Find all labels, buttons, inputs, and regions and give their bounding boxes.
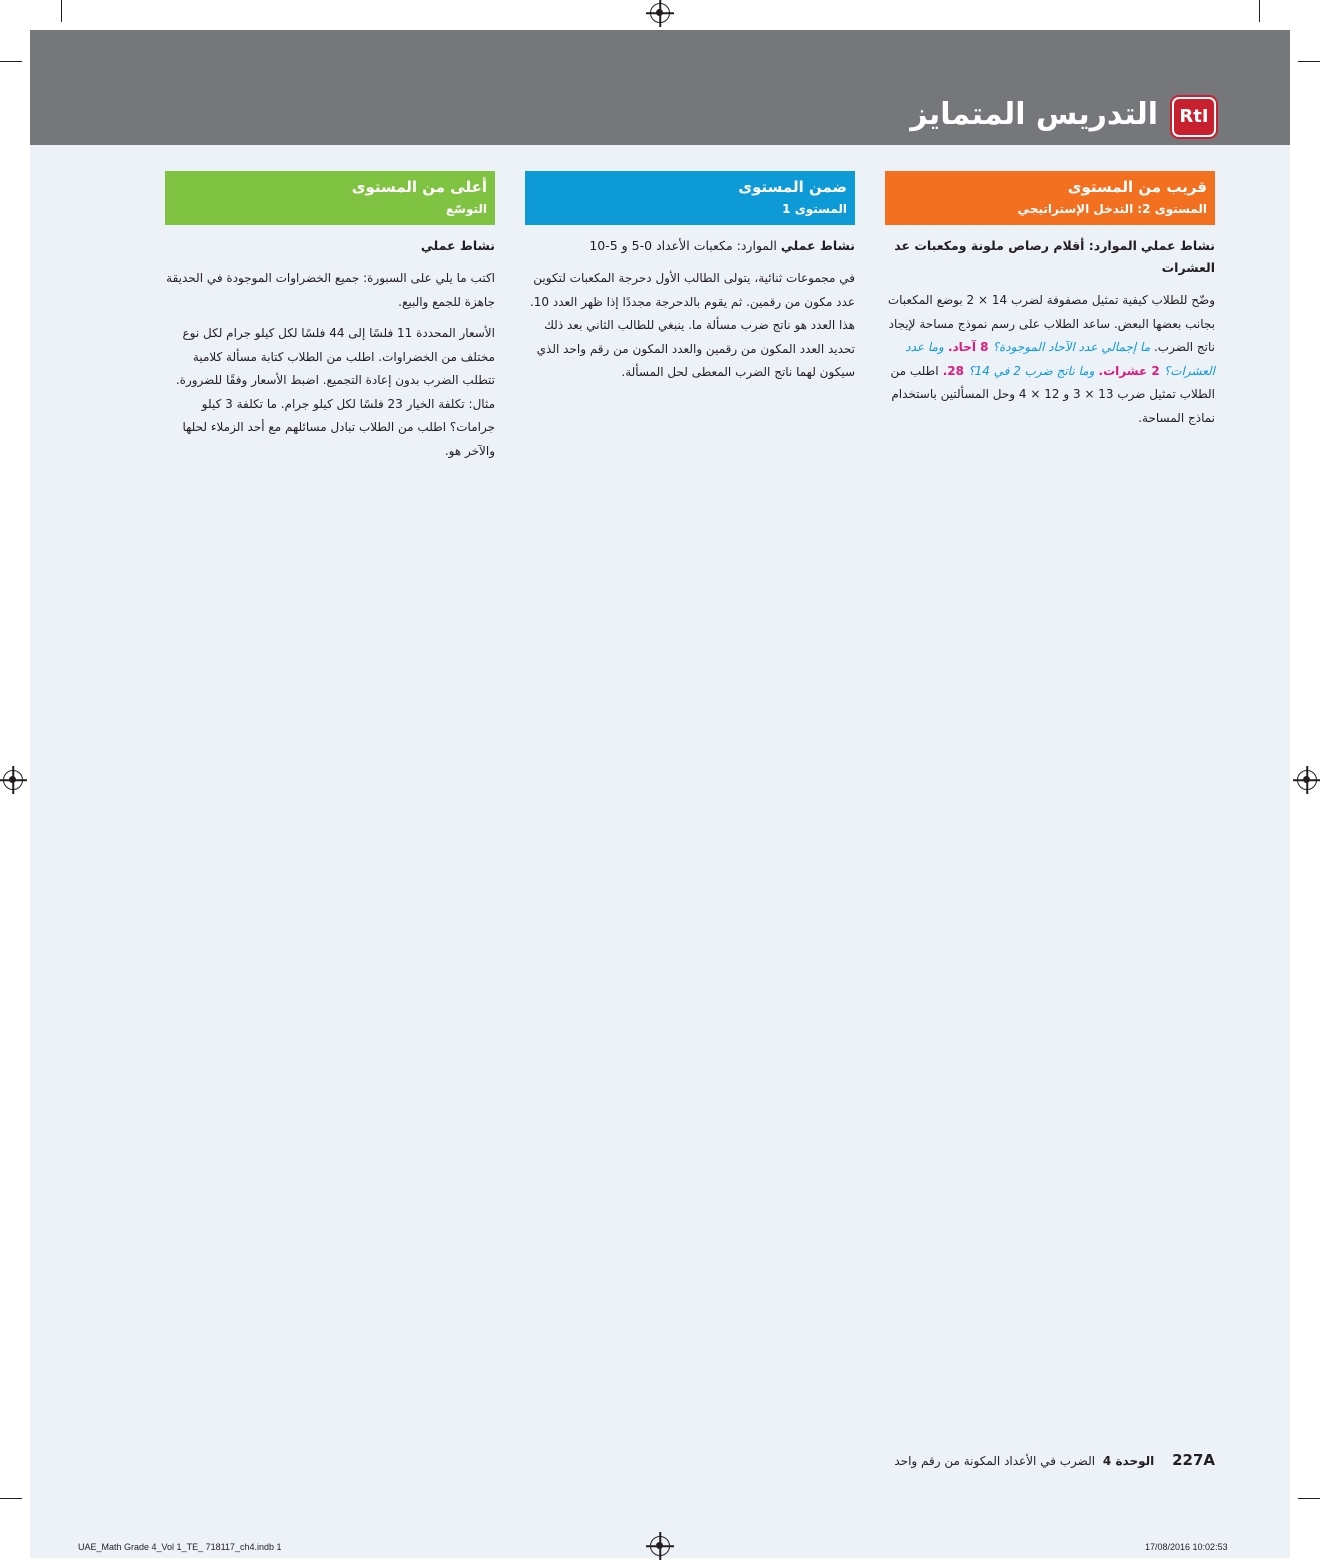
crop-mark <box>61 0 62 22</box>
column-approaching-level <box>885 171 1215 438</box>
activity-label: نشاط عملي <box>1140 238 1215 253</box>
slug-file: UAE_Math Grade 4_Vol 1_TE_ 718117_ch4.indb 1 <box>78 1542 282 1552</box>
crop-mark <box>0 61 22 62</box>
body-text: اطلب من الطلاب تمثيل ضرب 13 × 3 و 12 × 4 وحل المسألتين باستخدام نماذج المساحة. <box>890 363 1215 425</box>
rti-badge: RtI <box>1172 97 1216 137</box>
column-header <box>525 171 855 225</box>
activity-heading <box>165 235 495 257</box>
activity-body <box>525 267 855 385</box>
activity-title: الموارد: مكعبات الأعداد 0-5 و 5-10 <box>589 238 777 253</box>
activity-body <box>885 289 1215 430</box>
body-text: الأسعار المحددة 11 فلسًا إلى 44 فلسًا لكل كيلو جرام لكل نوع مختلف من الخضراوات. اطلب من الطلاب كتابة مسألة كلامية تتطلب الضرب بدون إعادة التجميع. اضبط الأسعار وفقًا للضرورة. مثال: تكلفة الخيار 23 فلسًا لكل كيلو جرام. ما تكلفة 3 كيلو جرامات؟ اطلب من الطلاب تبادل مسائلهم مع أحد الزملاء لحلها والآخر هو. <box>175 326 495 458</box>
unit-title: الضرب في الأعداد المكونة من رقم واحد <box>894 1454 1096 1468</box>
activity-title: الموارد: أقلام رصاص ملونة ومكعبات عد العشرات <box>894 238 1215 275</box>
body-text: في مجموعات ثنائية، يتولى الطالب الأول دحرجة المكعبات لتكوين عدد مكون من رقمين. ثم يقوم بالدحرجة مجددًا إذا ظهر العدد 10. هذا العدد هو ناتج ضرب مسألة ما. ينبغي للطالب الثاني بعد ذلك تحديد العدد المكون من رقمين والعدد المكون من رقم واحد الذي سيكون لهما ناتج الضرب المعطى لحل المسألة. <box>529 271 855 379</box>
crop-mark <box>0 1498 22 1499</box>
registration-mark-icon <box>3 770 23 790</box>
teacher-question: وما ناتج ضرب 2 في 14؟ <box>968 363 1095 378</box>
activity-heading <box>885 235 1215 279</box>
answer: 28. <box>938 363 969 378</box>
column-title: أعلى من المستوى <box>351 178 487 196</box>
activity-heading <box>525 235 855 257</box>
registration-mark-icon <box>1297 770 1317 790</box>
crop-mark <box>1298 1498 1320 1499</box>
column-beyond-level <box>165 171 495 471</box>
activity-label: نشاط عملي <box>420 238 495 253</box>
page-title: التدريس المتمايز <box>910 97 1158 132</box>
unit-label: الوحدة 4 <box>1102 1454 1155 1468</box>
registration-mark-icon <box>650 1536 670 1556</box>
column-on-level <box>525 171 855 393</box>
slug-date: 17/08/2016 10:02:53 <box>1145 1542 1228 1552</box>
column-subtitle: التوسّع <box>445 202 487 216</box>
answer: 2 عشرات. <box>1094 363 1164 378</box>
page-number: 227A <box>1172 1451 1215 1469</box>
activity-body <box>165 267 495 463</box>
column-subtitle: المستوى 1 <box>782 202 847 216</box>
column-header <box>885 171 1215 225</box>
column-title: ضمن المستوى <box>738 178 847 196</box>
body-text: وضّح للطلاب كيفية تمثيل مصفوفة لضرب 14 × 2 بوضع المكعبات بجانب بعضها البعض. ساعد الطلاب على رسم نموذج مساحة لإيجاد ناتج الضرب. <box>887 293 1215 354</box>
registration-mark-icon <box>650 3 670 23</box>
column-title: قريب من المستوى <box>1067 178 1207 196</box>
crop-mark <box>1259 0 1260 22</box>
activity-label: نشاط عملي <box>780 238 855 253</box>
teacher-question: وما عدد العشرات؟ <box>905 340 1215 378</box>
column-subtitle: المستوى 2: التدخل الإستراتيجي <box>1017 202 1207 216</box>
body-text: اكتب ما يلي على السبورة: جميع الخضراوات الموجودة في الحديقة جاهزة للجمع والبيع. <box>166 271 495 309</box>
answer: 8 آحاد. <box>943 340 993 354</box>
crop-mark <box>1298 61 1320 62</box>
column-header <box>165 171 495 225</box>
page-footer <box>894 1451 1215 1469</box>
teacher-question: ما إجمالي عدد الآحاد الموجودة؟ <box>992 340 1151 354</box>
